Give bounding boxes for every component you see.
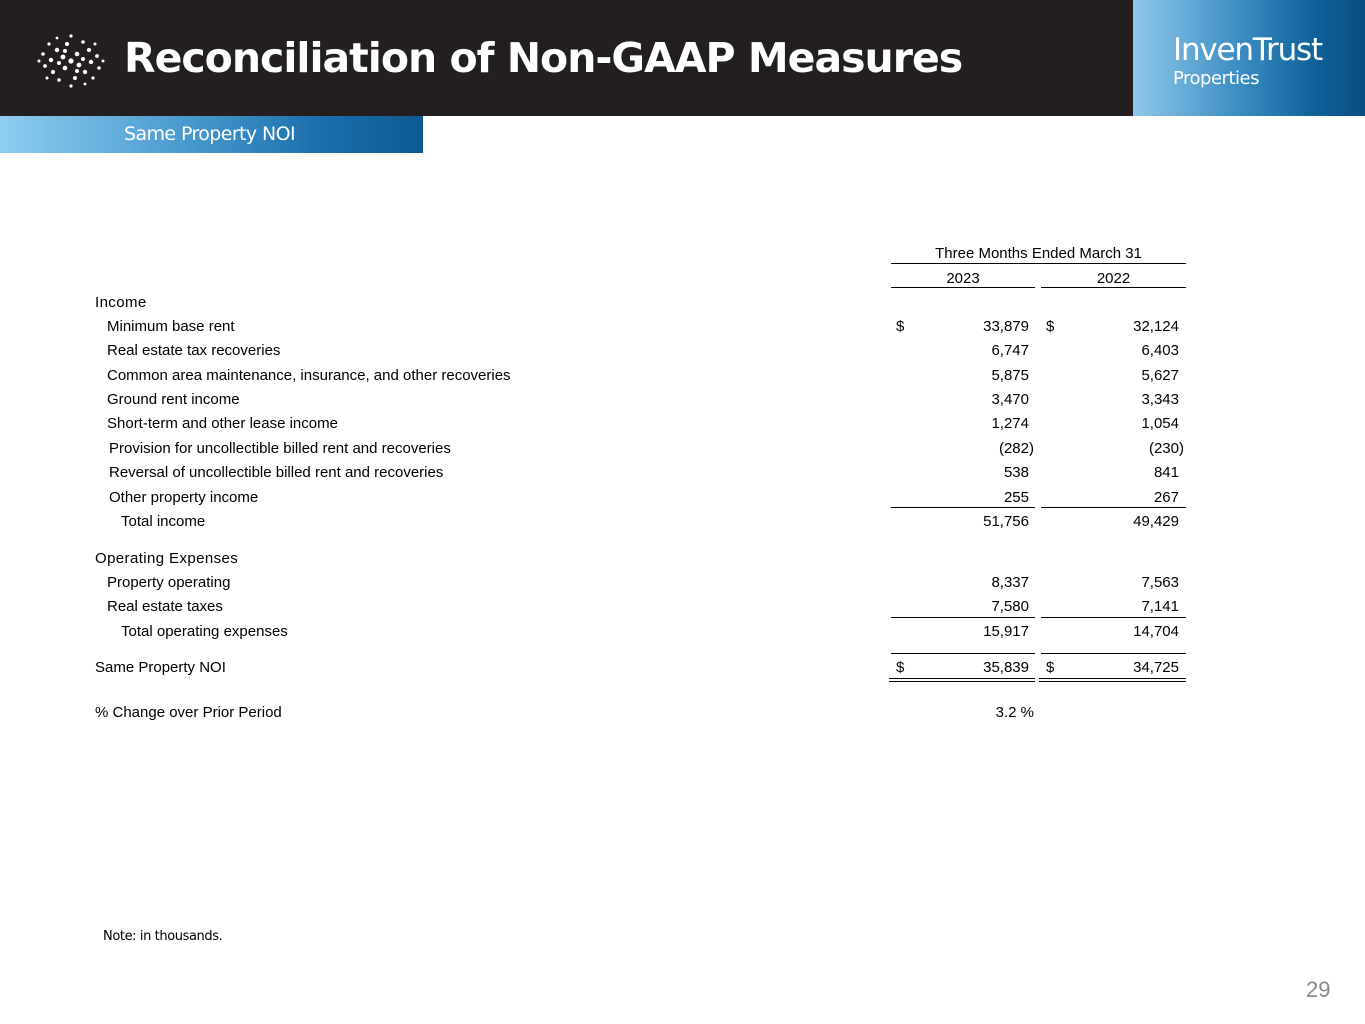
row-label: Provision for uncollectible billed rent and recoveries [109,440,451,457]
header-rule [891,263,1186,264]
value-2022: 3,343 [1141,391,1179,408]
noi-double-rule-2022 [1039,678,1186,682]
currency-symbol: $ [896,318,905,335]
value-2023: 33,879 [983,318,1029,335]
value-2022: 5,627 [1141,367,1179,384]
section-banner [0,116,423,153]
currency-symbol: $ [1046,659,1055,676]
subtotal-rule-2022 [1041,507,1186,508]
income-section-heading: Income [95,294,147,311]
currency-symbol: $ [896,659,905,676]
total-opex-label: Total operating expenses [121,623,288,640]
total-income-label: Total income [121,513,206,530]
subtotal-rule-2023 [891,617,1035,618]
noi-2022: 34,725 [1133,659,1179,676]
subtotal-rule-2023 [891,507,1035,508]
header-bar [0,0,1133,116]
value-2022: (230) [1148,440,1184,457]
total-income-2023: 51,756 [983,513,1029,530]
value-2023: (282) [998,440,1034,457]
value-2023: 5,875 [991,367,1029,384]
row-label: Minimum base rent [107,318,235,335]
page-number: 29 [1306,977,1331,1002]
header-rule-2023 [891,287,1035,288]
brand-subtitle: Properties [1173,68,1259,89]
dotted-globe-icon [33,30,109,92]
value-2022: 267 [1153,489,1179,506]
column-header-2022: 2022 [1096,270,1131,287]
noi-top-rule-2022 [1041,653,1186,654]
row-label: Real estate tax recoveries [107,342,281,359]
value-2022: 6,403 [1141,342,1179,359]
footnote: Note: in thousands. [103,929,223,944]
noi-2023: 35,839 [983,659,1029,676]
total-opex-2023: 15,917 [983,623,1029,640]
value-2022: 841 [1153,464,1179,481]
brand-name: InvenTrust [1173,32,1322,68]
opex-section-heading: Operating Expenses [95,550,239,567]
value-2022: 32,124 [1133,318,1179,335]
noi-top-rule-2023 [891,653,1035,654]
row-label: Short-term and other lease income [107,415,338,432]
value-2023: 7,580 [991,598,1029,615]
currency-symbol: $ [1046,318,1055,335]
row-label: Property operating [107,574,231,591]
percent-change-value: 3.2 % [995,704,1034,721]
column-header-2023: 2023 [946,270,980,287]
value-2023: 1,274 [991,415,1029,432]
noi-label: Same Property NOI [95,659,226,676]
row-label: Real estate taxes [107,598,223,615]
value-2022: 1,054 [1141,415,1179,432]
value-2022: 7,141 [1141,598,1179,615]
subtotal-rule-2022 [1041,617,1186,618]
total-income-2022: 49,429 [1133,513,1179,530]
row-label: Other property income [109,489,259,506]
brand-logo [1133,0,1365,116]
row-label: Reversal of uncollectible billed rent and recoveries [109,464,444,481]
value-2022: 7,563 [1141,574,1179,591]
value-2023: 6,747 [991,342,1029,359]
noi-double-rule-2023 [889,678,1035,682]
section-subtitle: Same Property NOI [124,123,295,145]
page-title: Reconciliation of Non-GAAP Measures [124,34,963,82]
period-header: Three Months Ended March 31 [935,245,1142,262]
value-2023: 8,337 [991,574,1029,591]
row-label: Ground rent income [107,391,240,408]
row-label: Common area maintenance, insurance, and other recoveries [107,367,511,384]
value-2023: 538 [1003,464,1029,481]
percent-change-label: % Change over Prior Period [95,704,282,721]
header-rule-2022 [1041,287,1186,288]
value-2023: 255 [1003,489,1029,506]
total-opex-2022: 14,704 [1133,623,1179,640]
value-2023: 3,470 [991,391,1029,408]
